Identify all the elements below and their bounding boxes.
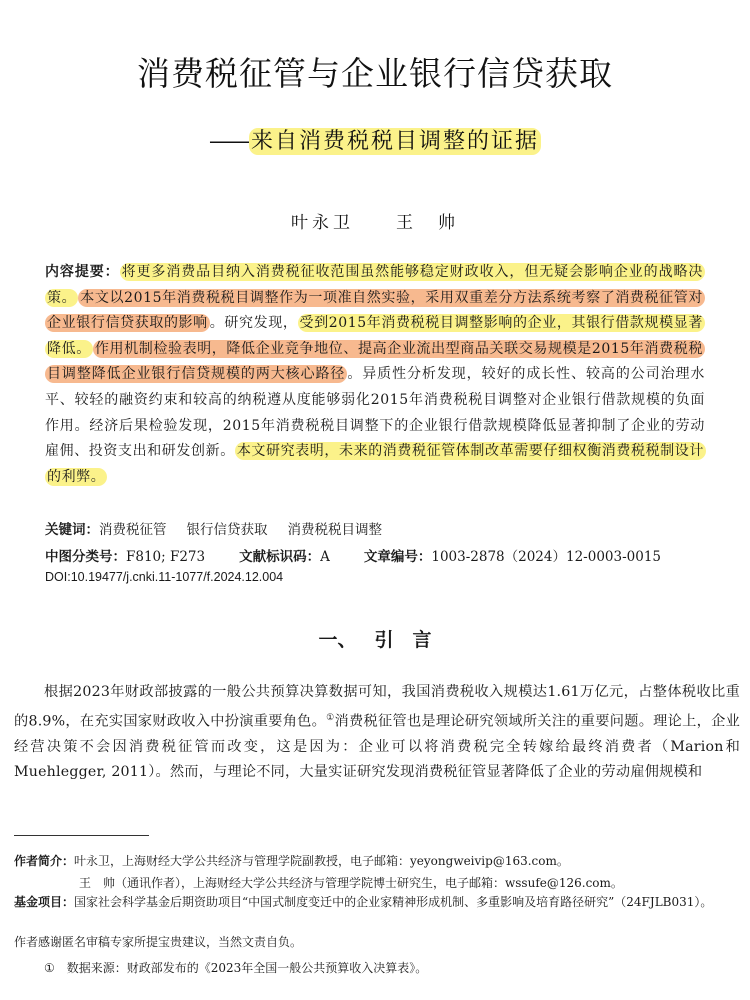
subtitle-dash: —— [208,129,247,154]
doc-code-label: 文献标识码： [239,549,321,565]
clc-value: F810; F273 [126,549,206,565]
author-bio-second: 王 帅（通讯作者），上海财经大学公共经济与管理学院博士研究生，电子邮箱：wssufe@126.com。 [79,876,623,890]
section-heading [0,625,750,652]
section-number: 一、 [318,629,357,651]
funding-label: 基金项目： [14,895,75,909]
paper-title: 消费税征管与企业银行信贷获取 [137,54,613,93]
subtitle-highlight: 来自消费税税目调整的证据 [250,129,539,154]
abstract-text: 。异质性分析发现，较好的成长性、较高的公司治理水平、较轻的融资约束和较高的纳税遵从度能够弱化2015年消费税税目调整对企业银行借款规模的负面作用。经济后果检验发现，2015年消费税税目调整下的企业银行借款规模降低显著抑制了企业的劳动雇佣、投资支出和研发创新。 [45,366,705,460]
doi: DOI:10.19477/j.cnki.11-1077/f.2024.12.004 [45,570,284,584]
author-name: 叶永卫 [291,213,354,233]
author-bio-text: 叶永卫，上海财经大学公共经济与管理学院副教授，电子邮箱：yeyongweivip@163.com。 [74,854,569,868]
section-title: 引 言 [374,629,432,651]
abstract-highlight-orange: 本文以2015年消费税税目调整作为一项准自然实验，采用双重差分方法系统考察了消费税征管对企业银行信贷获取的影响 [47,289,704,332]
funding-note [14,892,744,912]
footnote-text: 数据来源：财政部发布的《2023年全国一般公共预算收入决算表》。 [66,961,428,975]
funding-text: 国家社会科学基金后期资助项目“中国式制度变迁中的企业家精神形成机制、多重影响及培育路径研究”（24FJLB031）。 [74,895,713,909]
author-bio [14,851,744,871]
keyword: 消费税税目调整 [287,522,382,538]
keywords [45,518,715,538]
intro-text: 消费税征管也是理论研究领域所关注的重要问题。理论上，企业经营决策不会因消费税征管而改变，这是因为：企业可以将消费税完全转嫁给最终消费者（Marion和Muehlegger, 2011）。然而，与理论不同，大量实证研究发现消费税征管显著降低了企业的劳动雇佣规模和 [14,713,740,781]
intro-text: 根据2023年财政部披露的一般公共预算决算数据可知，我国消费税收入规模达1.61万亿元，占整体税收比重的8.9%，在充实国家财政收入中扮演重要角色。 [14,684,740,730]
article-number-label: 文章编号： [363,549,432,565]
keyword: 消费税征管 [99,522,167,538]
abstract [45,260,705,490]
abstract-highlight-yellow: 将更多消费品目纳入消费税征收范围虽然能够稳定财政收入，但无疑会影响企业的战略决策。 [47,264,704,306]
clc-label: 中图分类号： [45,549,126,565]
abstract-label: 内容提要： [45,264,120,280]
footnote-number: ① [44,961,55,975]
doc-code-value: A [320,549,330,565]
footnote-marker: ① [326,712,335,723]
author-name: 王 帅 [396,213,459,233]
intro-paragraph [14,680,740,786]
classification-line [45,545,715,565]
abstract-highlight-yellow: 受到2015年消费税税目调整影响的企业，其银行借款规模显著降低。 [47,315,703,357]
keywords-label: 关键词： [45,522,99,538]
footnote [44,958,750,978]
keyword: 银行信贷获取 [186,522,268,538]
abstract-highlight-orange: 作用机制检验表明，降低企业竞争地位、提高企业流出型商品关联交易规模是2015年消费税税目调整降低企业银行信贷规模的两大核心路径 [47,340,703,383]
abstract-text: 。研究发现， [209,315,298,332]
acknowledgement: 作者感谢匿名审稿专家所提宝贵建议，当然文责自负。 [14,935,303,949]
article-number-value: 1003-2878（2024）12-0003-0015 [431,549,662,565]
paper-subtitle [0,124,750,155]
author-bio-label: 作者简介： [14,854,75,868]
author-line [0,208,750,233]
footnote-divider [14,835,149,836]
abstract-highlight-yellow: 本文研究表明，未来的消费税征管体制改革需要仔细权衡消费税税制设计的利弊。 [47,443,705,485]
